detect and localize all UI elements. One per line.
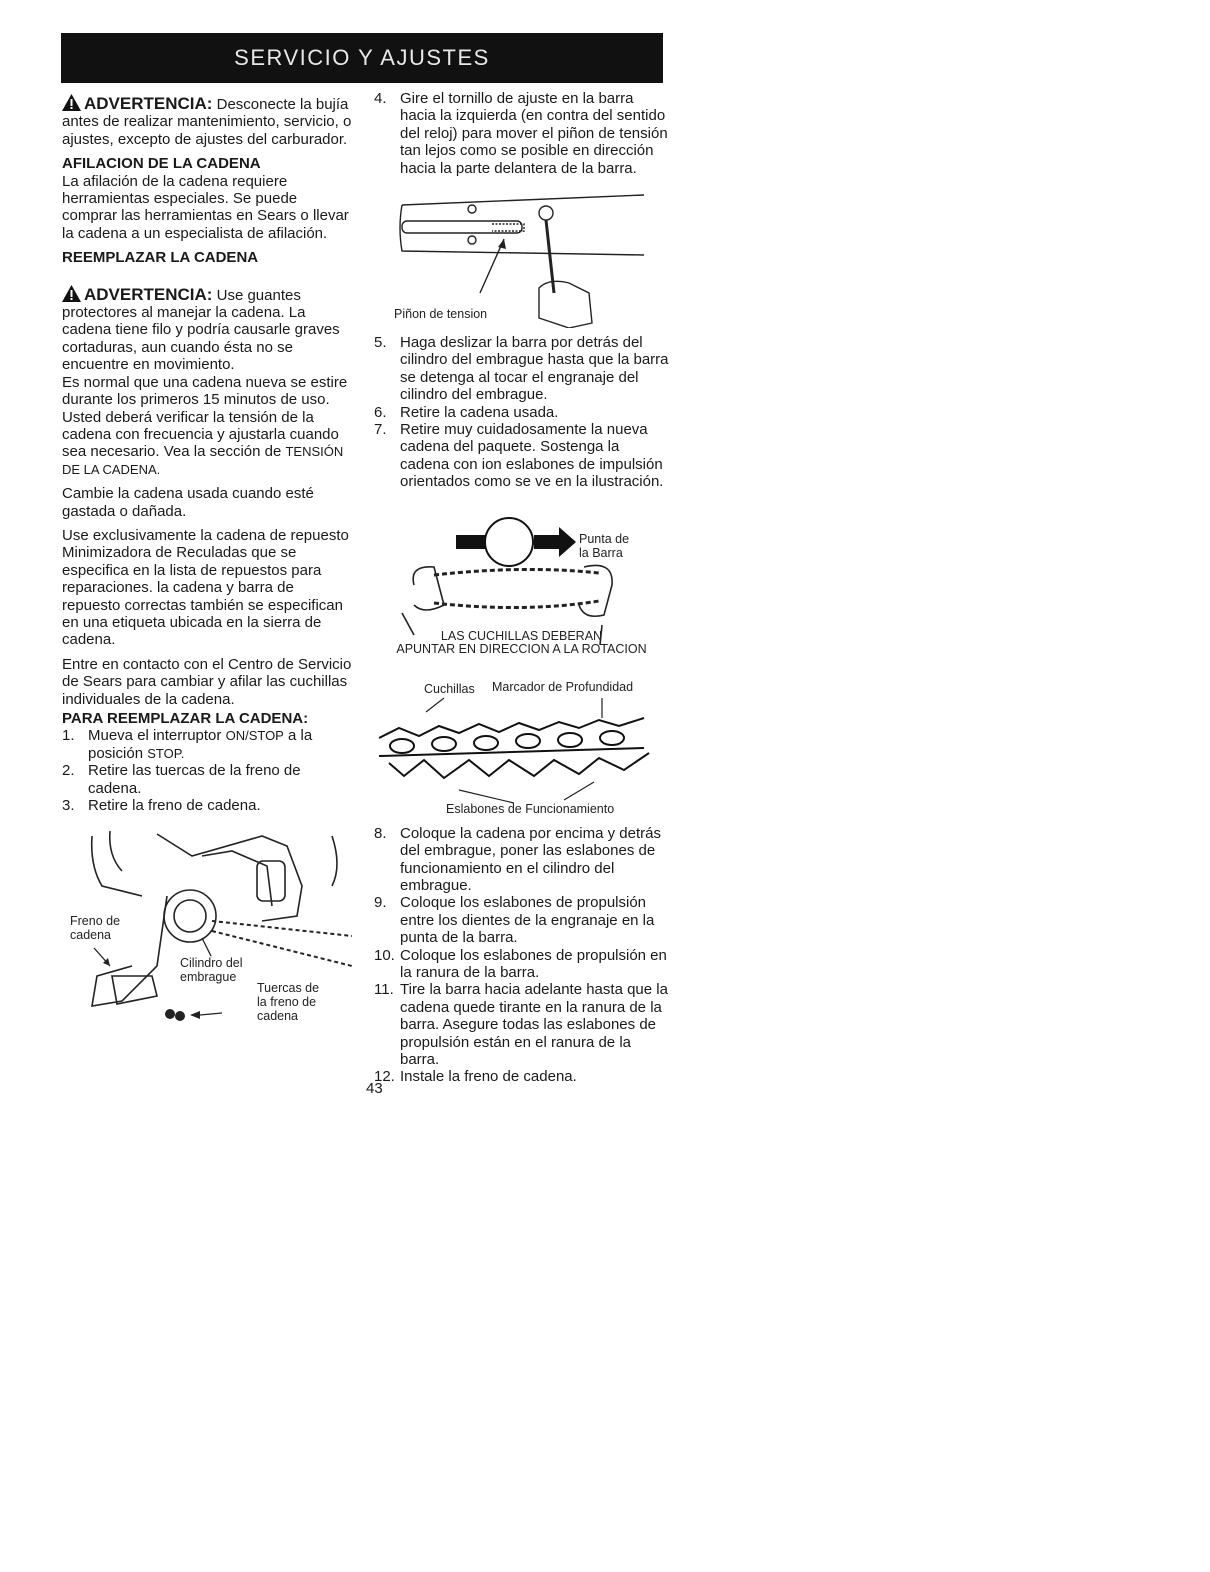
label-drive-links: Eslabones de Funcionamiento: [446, 801, 615, 816]
list-item: 9. Coloque los eslabones de propulsión entre los dientes de la engranaje en la punta de la barra.: [374, 894, 655, 947]
sharpening-text: La afilación de la cadena requiere herramientas especiales. Se puede comprar las herramientas en Sears o llevar la cadena a un especialista de afilación.: [62, 172, 349, 242]
label-clutch-drum: Cilindro del embrague: [180, 956, 260, 984]
right-column: [374, 90, 669, 1086]
steps-list-left: [62, 727, 356, 814]
label-cutters: Cuchillas: [424, 681, 475, 696]
label-chain-brake: Freno de cadena: [70, 914, 121, 943]
paragraph-replacement-chain: Use exclusivamente la cadena de repuesto Minimizadora de Reculadas que se especifica en la lista de repuestos para reparaciones. la cadena y barra de repuesto correctas también se especifican en una etiqueta ubicada en la sierra de cadena.: [62, 526, 349, 649]
heading-replace-chain: REEMPLAZAR LA CADENA: [62, 249, 259, 267]
warning-title: ADVERTENCIA:: [84, 94, 213, 113]
list-item: 5. Haga deslizar la barra por detrás del cilindro del embrague hasta que la barra se detenga al tocar el engranaje del cilindro del embrague.: [374, 334, 669, 404]
list-item: 2. Retire las tuercas de la freno de cadena.: [62, 762, 301, 797]
paragraph-service-center: Entre en contacto con el Centro de Servicio de Sears para cambiar y afilar las cuchillas individuales de la cadena.: [62, 655, 352, 708]
list-item: 3. Retire la freno de cadena.: [62, 797, 261, 815]
section-banner: [61, 33, 663, 83]
figure-chain-brake: [62, 826, 356, 1031]
label-brake-nuts: Tuercas de la freno de cadena: [257, 981, 320, 1024]
label-depth-gauge: Marcador de Profundidad: [492, 679, 634, 694]
list-item: 8. Coloque la cadena por encima y detrás del embrague, poner las eslabones de funcionamiento en el cilindro del embrague.: [374, 824, 661, 894]
list-item: 6. Retire la cadena usada.: [374, 403, 559, 421]
list-item: 11. Tire la barra hacia adelante hasta que la cadena quede tirante en la ranura de la barra. Asegure todas las eslabones de propulsión están en el ranura de la barra.: [374, 981, 668, 1068]
left-column: [62, 94, 356, 1031]
section-reference: TENSIÓN DE LA CADENA.: [62, 444, 344, 477]
steps-list-right-b: [374, 334, 669, 491]
figure-tension-pinion: [374, 183, 669, 328]
paragraph-chain-stretch: Es normal que una cadena nueva se estire durante los primeros 15 minutos de uso. Usted deberá verificar la tensión de la cadena con frecuencia y ajustarla cuando sea necesario. Vea la sección de TENSIÓN DE LA CADENA.: [62, 373, 348, 477]
warning-text: Desconecte la bujía antes de realizar mantenimiento, servicio, o ajustes, excepto de ajustes del carburador.: [62, 96, 352, 148]
page-number: 43: [366, 1080, 383, 1097]
warning-disconnect: [62, 94, 356, 148]
warning-triangle-icon: [62, 285, 81, 302]
list-item: 1. Mueva el interruptor ON/STOP a la posición STOP.: [62, 727, 313, 762]
list-item: 12. Instale la freno de cadena.: [374, 1068, 577, 1086]
warning-gloves: [62, 285, 356, 374]
heading-procedure: PARA REEMPLAZAR LA CADENA:: [62, 710, 309, 727]
warning-text: Use guantes protectores al manejar la cadena. La cadena tiene filo y podría causarle graves cortaduras, aun cuando ésta no se encuentre en movimiento.: [62, 286, 340, 374]
figure-chain-orientation: [374, 495, 669, 660]
steps-list-right-a: [374, 90, 669, 177]
label-tension-pinion: Piñon de tension: [394, 307, 488, 322]
heading-sharpening: AFILACION DE LA CADENA: [62, 155, 261, 173]
warning-triangle-icon: [62, 94, 81, 111]
caption-line-1: LAS CUCHILLAS DEBERAN: [440, 628, 603, 643]
list-item: 10. Coloque los eslabones de propulsión en la ranura de la barra.: [374, 946, 667, 981]
warning-title: ADVERTENCIA:: [84, 284, 213, 304]
list-item: 7. Retire muy cuidadosamente la nueva cadena del paquete. Sostenga la cadena con ion eslabones de impulsión orientados como se ve en la ilustración.: [374, 421, 664, 491]
page-title: SERVICIO Y AJUSTES: [234, 45, 490, 70]
list-item: 4. Gire el tornillo de ajuste en la barra hacia la izquierda (en contra del sentido del reloj) para mover el piñon de tensión tan lejos como se posible en dirección hacia la parte delantera de la barra.: [374, 90, 668, 177]
steps-list-right-c: [374, 825, 669, 1086]
caption-line-2: APUNTAR EN DIRECCION A LA ROTACION: [396, 641, 647, 656]
label-bar-tip: Punta de la Barra: [579, 531, 630, 560]
paragraph-replace-worn: Cambie la cadena usada cuando esté gastada o dañada.: [62, 485, 314, 520]
figure-chain-parts: [374, 678, 669, 823]
